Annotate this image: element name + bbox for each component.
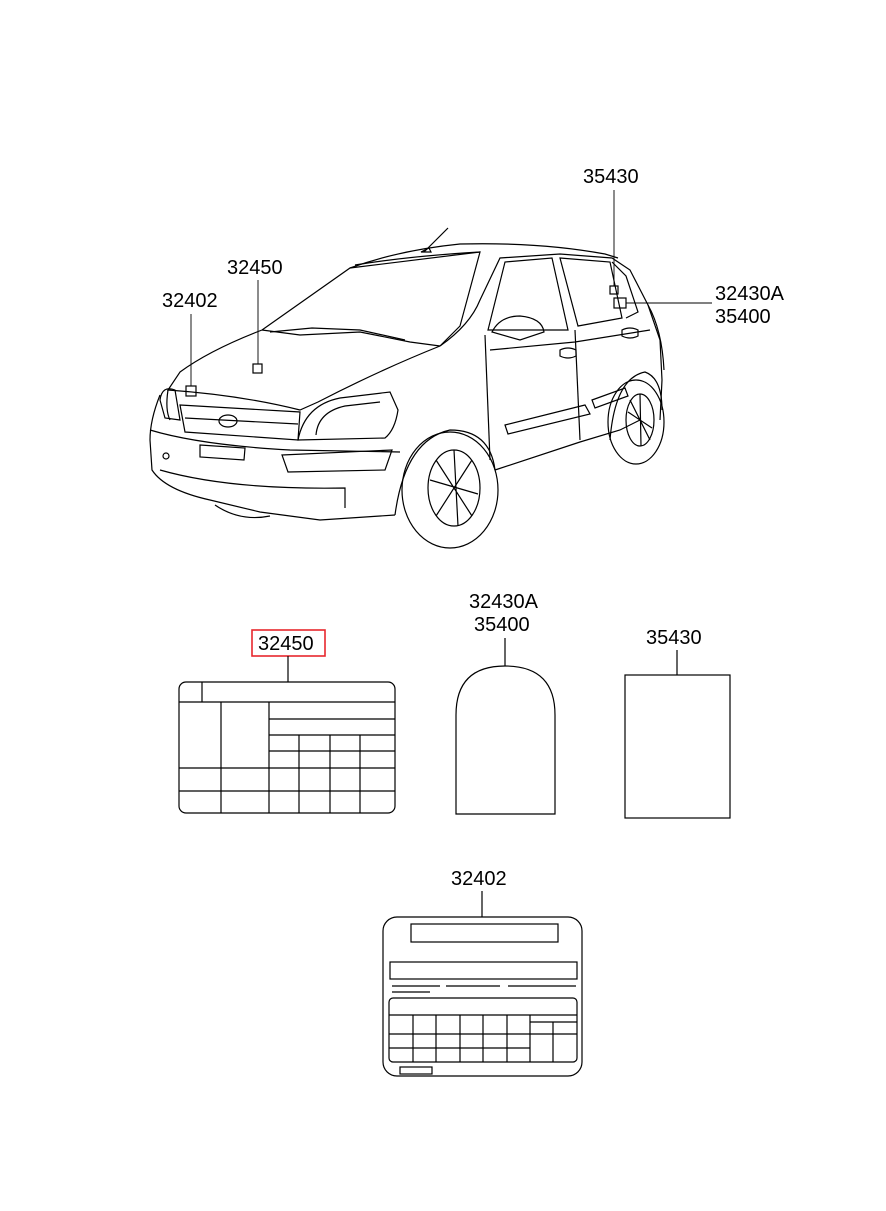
callout-35400-part[interactable]: 35400 [474, 614, 530, 636]
callout-32430a-part[interactable]: 32430A [469, 591, 538, 613]
part-35430-label [625, 650, 730, 818]
part-32402-label [383, 891, 582, 1076]
callout-32450-car[interactable]: 32450 [227, 257, 283, 279]
car-leader-lines [191, 190, 712, 386]
callout-35430-part[interactable]: 35430 [646, 627, 702, 649]
callout-32402-car[interactable]: 32402 [162, 290, 218, 312]
part-32450-label [179, 630, 395, 813]
callout-35400-car[interactable]: 35400 [715, 306, 771, 328]
callout-35430-car[interactable]: 35430 [583, 166, 639, 188]
callout-32430a-car[interactable]: 32430A [715, 283, 784, 305]
part-32430a-label [456, 638, 555, 814]
callout-32450-part[interactable]: 32450 [258, 633, 314, 655]
callout-32402-part[interactable]: 32402 [451, 868, 507, 890]
